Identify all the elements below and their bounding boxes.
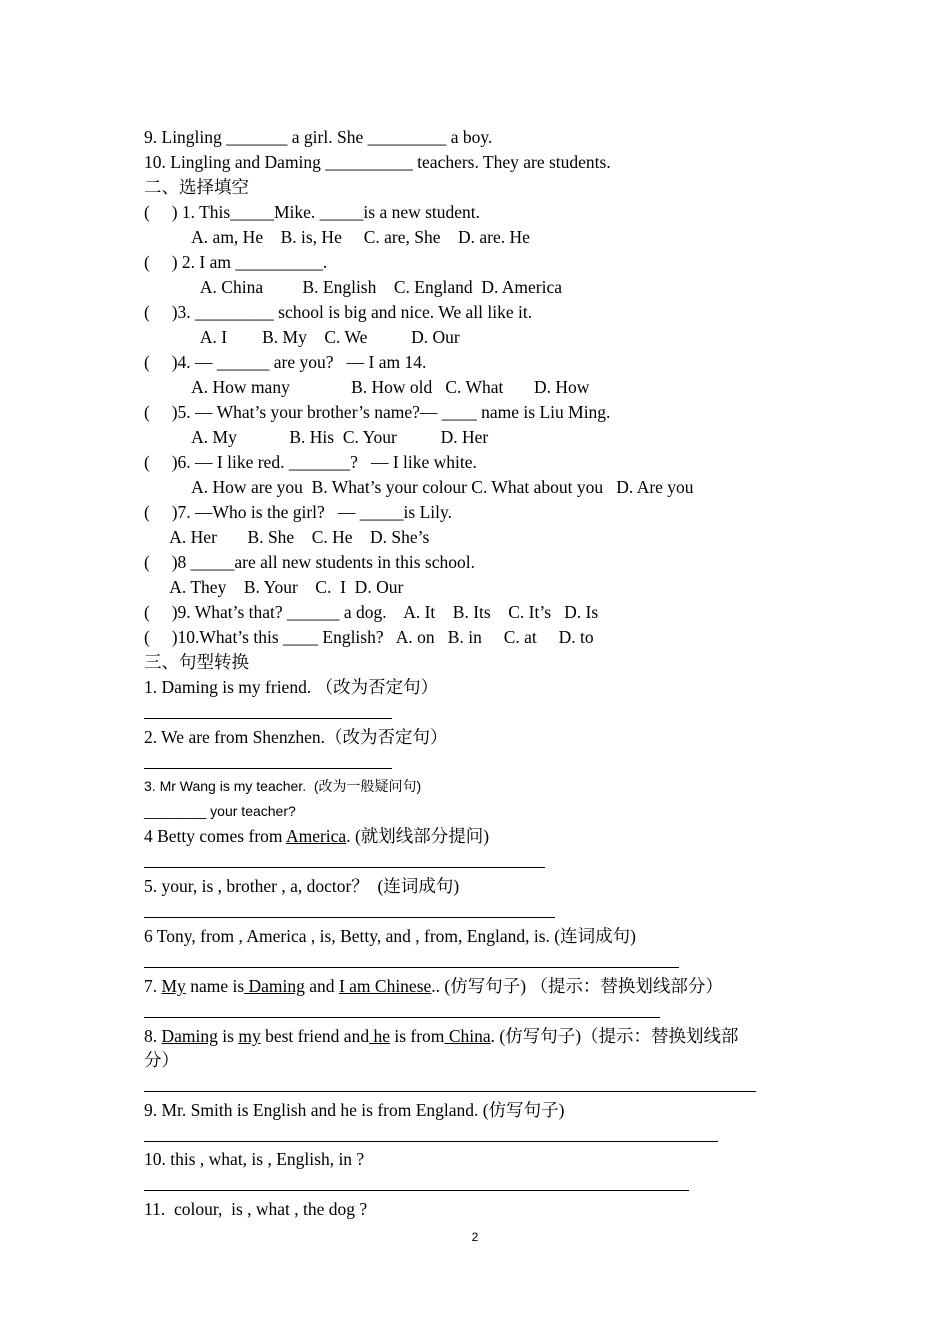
answer-line-2[interactable] (144, 768, 392, 769)
transform-question-9: 9. Mr. Smith is English and he is from England. (仿写句子) (144, 1100, 565, 1120)
q8-prefix: 8. (144, 1026, 162, 1046)
transform-question-10: 10. this , what, is , English, in ? (144, 1149, 365, 1169)
mc-question-10: ( )10.What’s this ____ English? A. on B. in C. at D. to (144, 627, 594, 647)
q7-text-c: and (304, 976, 339, 996)
transform-question-8 (144, 1024, 739, 1048)
page-number: 2 (471, 1230, 479, 1244)
q4-text-a: 4 Betty comes from (144, 826, 286, 846)
transform-question-3: 3. Mr Wang is my teacher. (改为一般疑问句) (144, 778, 422, 794)
q8-underlined-1: Daming (161, 1026, 218, 1046)
q10-fill-blank: 10. Lingling and Daming __________ teachers. They are students. (144, 152, 611, 172)
section3-title: 三、句型转换 (144, 652, 249, 672)
answer-line-1[interactable] (144, 718, 392, 719)
q7-underlined-3: I am Chinese (338, 976, 432, 996)
mc-options-3: A. I B. My C. We D. Our (144, 327, 460, 347)
transform-question-1: 1. Daming is my friend. （改为否定句） (144, 677, 439, 697)
mc-options-7: A. Her B. She C. He D. She’s (144, 527, 430, 547)
mc-options-5: A. My B. His C. Your D. Her (144, 427, 489, 447)
q7-text-d: .. (仿写句子) （提示：替换划线部分） (431, 976, 723, 996)
transform-question-6: 6 Tony, from , America , is, Betty, and , from, England, is. (连词成句) (144, 926, 636, 946)
q8-text-c: is from (389, 1026, 445, 1046)
mc-question-9: ( )9. What’s that? ______ a dog. A. It B. Its C. It’s D. Is (144, 602, 599, 622)
mc-question-3: ( )3. _________ school is big and nice. We all like it. (144, 302, 533, 322)
q8-text-d: . (仿写句子)（提示：替换划线部 (490, 1026, 739, 1046)
transform-question-2: 2. We are from Shenzhen.（改为否定句） (144, 727, 448, 747)
q8-text-b: best friend and (260, 1026, 370, 1046)
answer-line-9[interactable] (144, 1141, 718, 1142)
mc-options-2: A. China B. English C. England D. America (144, 277, 563, 297)
mc-question-6: ( )6. — I like red. _______? — I like white. (144, 452, 477, 472)
mc-question-7: ( )7. —Who is the girl? — _____is Lily. (144, 502, 452, 522)
q9-fill-blank: 9. Lingling _______ a girl. She _________ a boy. (144, 127, 493, 147)
q7-text-b: name is (185, 976, 245, 996)
mc-question-8: ( )8 _____are all new students in this school. (144, 552, 475, 572)
answer-line-7[interactable] (144, 1017, 660, 1018)
q7-underlined-2: Daming (244, 976, 305, 996)
q7-underlined-1: My (161, 976, 186, 996)
mc-options-1: A. am, He B. is, He C. are, She D. are. He (144, 227, 530, 247)
q7-text-a: 7. (144, 976, 162, 996)
mc-question-5: ( )5. — What’s your brother’s name?— ____ name is Liu Ming. (144, 402, 611, 422)
answer-line-4[interactable] (144, 867, 545, 868)
q4-underlined: America (285, 826, 347, 846)
transform-question-7 (144, 974, 723, 998)
mc-question-1: ( ) 1. This_____Mike. _____is a new student. (144, 202, 481, 222)
mc-options-4: A. How many B. How old C. What D. How (144, 377, 590, 397)
answer-line-5[interactable] (144, 917, 555, 918)
answer-line-8[interactable] (144, 1091, 756, 1092)
transform-question-4 (144, 824, 489, 848)
q4-text-b: . (就划线部分提问) (346, 826, 490, 846)
transform-answer-3: ________ your teacher? (144, 803, 296, 819)
transform-question-11: 11. colour, is , what , the dog ? (144, 1199, 368, 1219)
mc-options-8: A. They B. Your C. I D. Our (144, 577, 404, 597)
q8-underlined-2: my (238, 1026, 261, 1046)
q8-text-a: is (217, 1026, 239, 1046)
answer-line-6[interactable] (144, 967, 679, 968)
q8-underlined-3: he (369, 1026, 390, 1046)
mc-options-6: A. How are you B. What’s your colour C. What about you D. Are you (144, 477, 694, 497)
mc-question-4: ( )4. — ______ are you? — I am 14. (144, 352, 427, 372)
section2-title: 二、选择填空 (144, 177, 249, 197)
mc-question-2: ( ) 2. I am __________. (144, 252, 328, 272)
q8-underlined-4: China (444, 1026, 491, 1046)
answer-line-10[interactable] (144, 1190, 689, 1191)
transform-question-8-cont: 分） (144, 1050, 179, 1070)
transform-question-5: 5. your, is , brother , a, doctor？ (连词成句) (144, 876, 460, 896)
